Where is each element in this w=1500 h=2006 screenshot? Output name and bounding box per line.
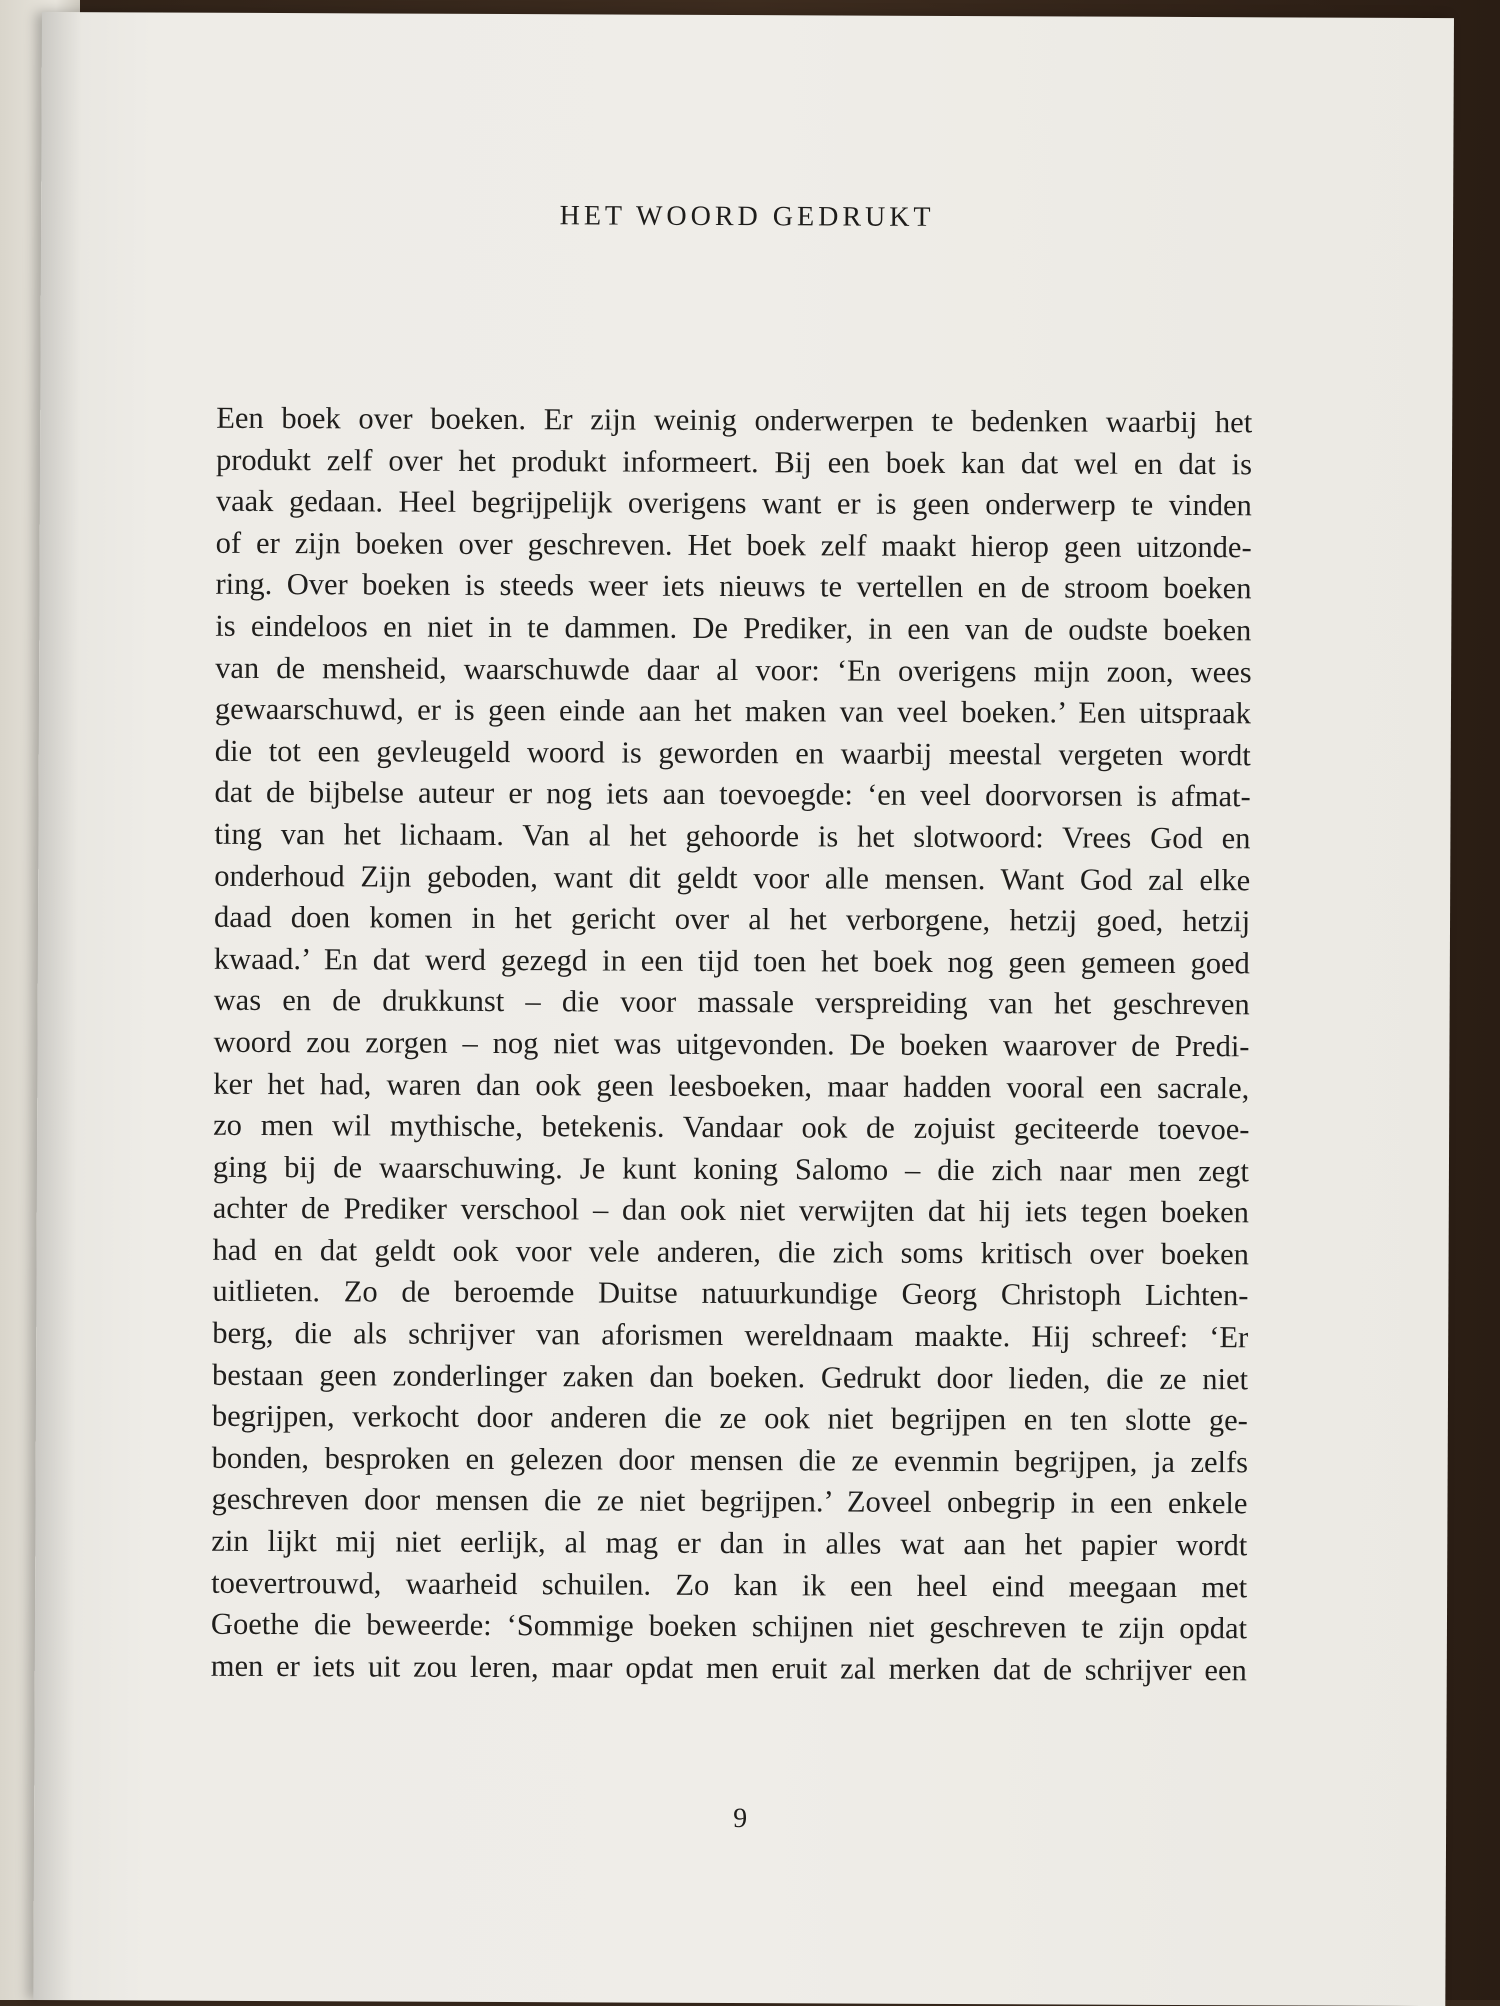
gutter-shadow bbox=[33, 12, 82, 2000]
text-line: berg, die als schrijver van aforismen wereldnaam maakte. Hij schreef: ‘Er bbox=[212, 1315, 1249, 1355]
text-line: geschreven door mensen die ze niet begrijpen.’ Zoveel onbegrip in een enkele bbox=[211, 1482, 1248, 1521]
text-line: kwaad.’ En dat werd gezegd in een tijd toen het boek nog geen gemeen goed bbox=[213, 941, 1250, 980]
text-line: daad doen komen in het gericht over al het verborgene, hetzij goed, hetzij bbox=[213, 899, 1251, 939]
text-line: begrijpen, verkocht door anderen die ze ook niet begrijpen en ten slotte ge- bbox=[211, 1399, 1248, 1438]
text-line: is eindeloos en niet in te dammen. De Prediker, in een van de oudste boeken bbox=[215, 608, 1252, 648]
text-line: men er iets uit zou leren, maar opdat men eruit zal merken dat de schrijver een bbox=[210, 1648, 1247, 1688]
text-line: vaak gedaan. Heel begrijpelijk overigens want er is geen onderwerp te vinden bbox=[215, 483, 1252, 523]
text-line: Een boek over boeken. Er zijn weinig onderwerpen te bedenken waarbij het bbox=[216, 400, 1253, 440]
text-line: toevertrouwd, waarheid schuilen. Zo kan ik een heel eind meegaan met bbox=[211, 1565, 1248, 1604]
text-line: was en de drukkunst – die voor massale verspreiding van het geschreven bbox=[213, 983, 1250, 1022]
running-head: HET WOORD GEDRUKT bbox=[559, 200, 935, 233]
text-line: of er zijn boeken over geschreven. Het boek zelf maakt hierop geen uitzonde- bbox=[215, 525, 1252, 565]
text-line: ting van het lichaam. Van al het gehoorde is het slotwoord: Vrees God en bbox=[214, 816, 1251, 856]
text-line: dat de bijbelse auteur er nog iets aan toevoegde: ‘en veel doorvorsen is afmat- bbox=[214, 775, 1251, 814]
text-line: ring. Over boeken is steeds weer iets nieuws te vertellen en de stroom boeken bbox=[215, 567, 1252, 606]
body-text bbox=[211, 398, 1253, 1692]
text-line: Goethe die beweerde: ‘Sommige boeken schijnen niet geschreven te zijn opdat bbox=[210, 1606, 1248, 1646]
text-line: had en dat geldt ook voor vele anderen, die zich soms kritisch over boeken bbox=[212, 1232, 1249, 1272]
text-line: bestaan geen zonderlinger zaken dan boeken. Gedrukt door lieden, die ze niet bbox=[211, 1357, 1249, 1396]
text-line: ging bij de waarschuwing. Je kunt koning Salomo – die zich naar men zegt bbox=[212, 1149, 1250, 1188]
text-line: uitlieten. Zo de beroemde Duitse natuurkundige Georg Christoph Lichten- bbox=[212, 1274, 1249, 1313]
page-number: 9 bbox=[733, 1803, 748, 1835]
text-line: onderhoud Zijn geboden, want dit geldt voor alle mensen. Want God zal elke bbox=[214, 858, 1251, 897]
text-line: zo men wil mythische, betekenis. Vandaar ook de zojuist geciteerde toevoe- bbox=[213, 1107, 1250, 1147]
text-line: gewaarschuwd, er is geen einde aan het maken van veel boeken.’ Een uitspraak bbox=[214, 691, 1252, 731]
text-line: produkt zelf over het produkt informeert. Bij een boek kan dat wel en dat is bbox=[215, 442, 1253, 481]
text-line: bonden, besproken en gelezen door mensen die ze evenmin begrijpen, ja zelfs bbox=[211, 1440, 1248, 1480]
text-line: achter de Prediker verschool – dan ook niet verwijten dat hij iets tegen boeken bbox=[212, 1191, 1249, 1230]
text-line: van de mensheid, waarschuwde daar al voor: ‘En overigens mijn zoon, wees bbox=[215, 650, 1252, 689]
text-line: woord zou zorgen – nog niet was uitgevonden. De boeken waarover de Predi- bbox=[213, 1024, 1250, 1064]
text-line: ker het had, waren dan ook geen leesboeken, maar hadden vooral een sacrale, bbox=[213, 1066, 1250, 1105]
text-line: die tot een gevleugeld woord is geworden en waarbij meestal vergeten wordt bbox=[214, 733, 1251, 773]
text-line: zin lijkt mij niet eerlijk, al mag er dan in alles wat aan het papier wordt bbox=[211, 1523, 1248, 1563]
book-page bbox=[33, 12, 1454, 2006]
